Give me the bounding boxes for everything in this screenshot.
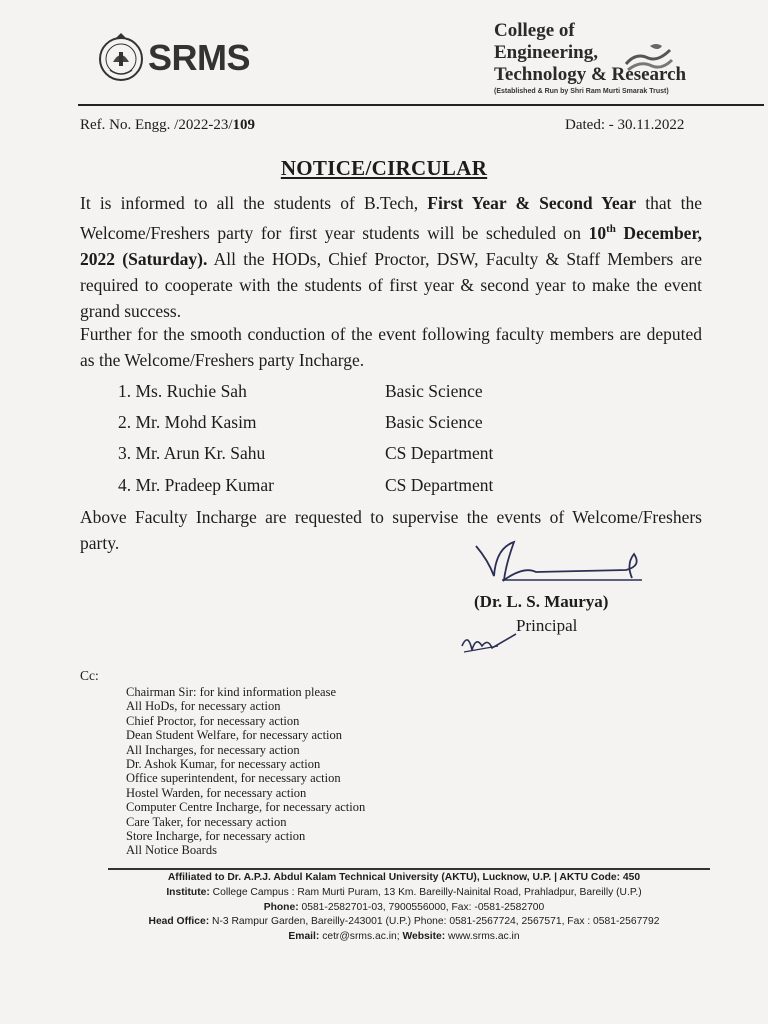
signature-mark (466, 536, 646, 596)
cc-list (126, 685, 365, 858)
footer-affiliation: Affiliated to Dr. A.P.J. Abdul Kalam Technical University (AKTU), Lucknow, U.P. | AKTU Code: 450 (167, 872, 641, 883)
initial-mark (458, 628, 522, 658)
trust-hands-icon (622, 42, 674, 76)
footer-contact: Email: cetr@srms.ac.in; Website: www.srms.ac.in (288, 931, 520, 943)
cc-item: Computer Centre Incharge, for necessary action (126, 800, 366, 815)
faculty-name: 3. Mr. Arun Kr. Sahu (118, 443, 266, 463)
signatory-name: (Dr. L. S. Maurya) (474, 592, 609, 611)
college-line: College of (494, 20, 575, 41)
faculty-dept: Basic Science (385, 381, 483, 401)
faculty-row (118, 409, 638, 435)
cc-item: All Notice Boards (126, 843, 217, 858)
faculty-name: 4. Mr. Pradeep Kumar (118, 475, 275, 495)
faculty-row (118, 472, 638, 498)
logo-text: SRMS (148, 37, 251, 78)
college-line: Technology & Research (494, 64, 687, 85)
cc-item: Care Taker, for necessary action (126, 814, 287, 829)
cc-item: Dean Student Welfare, for necessary action (126, 728, 343, 743)
signatory-title: Principal (516, 616, 578, 635)
footer-divider (108, 868, 710, 870)
faculty-row (118, 378, 638, 404)
reference-number: Ref. No. Engg. /2022-23/109 (80, 117, 255, 133)
cc-item: Store Incharge, for necessary action (126, 829, 306, 844)
footer-head-office: Head Office: N-3 Rampur Garden, Bareilly-243001 (U.P.) Phone: 0581-2567724, 2567571, Fax : 0581-2567792 (148, 916, 660, 928)
header-divider (78, 104, 764, 106)
cc-item: Dr. Ashok Kumar, for necessary action (126, 757, 321, 772)
footer-institute: Institute: College Campus : Ram Murti Puram, 13 Km. Bareilly-Nainital Road, Prahladpur, Bareilly (U.P.) (166, 886, 642, 898)
cc-item: All Incharges, for necessary action (126, 742, 300, 757)
faculty-name: 1. Ms. Ruchie Sah (118, 381, 247, 401)
cc-item: Office superintendent, for necessary action (126, 771, 341, 786)
cc-item: Hostel Warden, for necessary action (126, 785, 307, 800)
cc-item: All HoDs, for necessary action (126, 699, 281, 714)
faculty-name: 2. Mr. Mohd Kasim (118, 412, 257, 432)
cc-item: Chairman Sir: for kind information please (126, 685, 337, 699)
paragraph-2: Further for the smooth conduction of the event following faculty members are deputed as the Welcome/Freshers party Incharge. (80, 324, 702, 370)
faculty-dept: CS Department (385, 443, 494, 463)
cc-label: Cc: (80, 668, 99, 683)
faculty-row (118, 440, 638, 466)
cc-item: Chief Proctor, for necessary action (126, 713, 300, 728)
paragraph-1: It is informed to all the students of B.Tech, First Year & Second Year that the Welcome/Freshers party for first year students will be scheduled on 10th December, 2022 (Saturday). All the HODs, Chief Proctor, DSW, Faculty & Staff Members are required to cooperate with the students of first year & second year to make the event grand success. (80, 193, 702, 321)
paragraph-3: Above Faculty Incharge are requested to supervise the events of Welcome/Freshers party. (80, 507, 702, 553)
srms-emblem-icon (96, 32, 146, 84)
established-line: (Established & Run by Shri Ram Murti Smarak Trust) (494, 88, 669, 95)
college-line: Engineering, (494, 42, 598, 63)
footer (0, 871, 768, 945)
footer-phone: Phone: 0581-2582701-03, 7900556000, Fax: -0581-2582700 (263, 901, 545, 913)
faculty-dept: Basic Science (385, 412, 483, 432)
date: Dated: - 30.11.2022 (565, 117, 685, 133)
notice-title: NOTICE/CIRCULAR (280, 156, 488, 180)
faculty-dept: CS Department (385, 475, 494, 495)
